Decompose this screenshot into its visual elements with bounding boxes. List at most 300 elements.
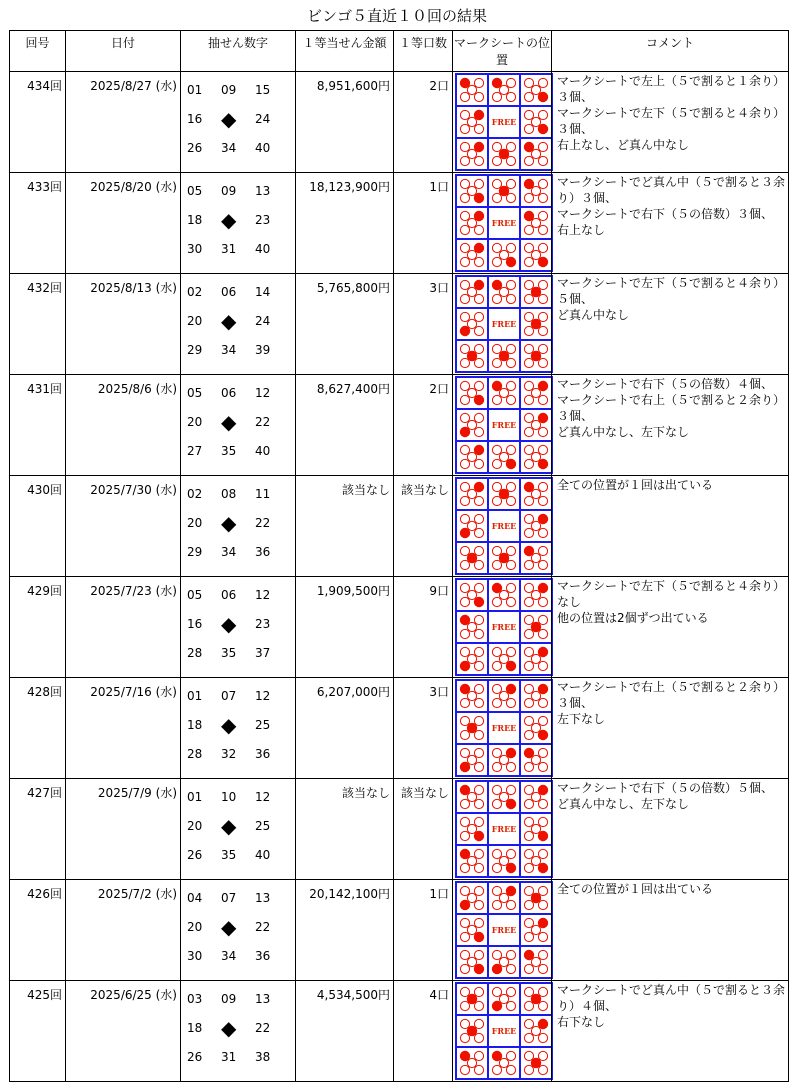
number-row <box>187 610 295 639</box>
numbers-cell <box>181 375 296 476</box>
empty-dot <box>474 124 483 133</box>
drawn-number: 02 <box>187 487 203 501</box>
empty-dot <box>538 629 547 638</box>
drawn-number: 05 <box>187 588 203 602</box>
empty-dot <box>538 156 547 165</box>
marksheet-dots <box>522 847 550 875</box>
comment-line: ど真ん中なし、左下なし <box>557 425 690 439</box>
winners-cell: 9口 <box>394 577 453 678</box>
marksheet-dots <box>522 209 550 237</box>
empty-dot <box>460 92 469 101</box>
marksheet-cell <box>521 782 551 812</box>
marksheet-cell <box>457 107 487 137</box>
drawn-number: 06 <box>221 386 237 400</box>
marksheet-cell <box>457 378 487 408</box>
empty-dot <box>474 560 483 569</box>
empty-dot <box>467 691 476 700</box>
round-cell: 426回 <box>10 880 66 981</box>
marksheet-cell <box>453 779 552 880</box>
marksheet-cell <box>457 1016 487 1046</box>
marksheet-dots <box>458 76 486 104</box>
number-row <box>187 682 295 711</box>
marksheet-dots <box>522 613 550 641</box>
drawn-number: 15 <box>255 83 271 97</box>
comment-cell <box>552 779 789 880</box>
empty-dot <box>524 1019 533 1028</box>
empty-dot <box>474 661 483 670</box>
marksheet-cell <box>521 75 551 105</box>
drawn-number: 09 <box>221 83 237 97</box>
empty-dot <box>524 1033 533 1042</box>
empty-dot <box>538 496 547 505</box>
marksheet-dots <box>458 177 486 205</box>
empty-dot <box>524 427 533 436</box>
marksheet-cell <box>453 72 552 173</box>
number-row <box>187 985 295 1014</box>
empty-dot <box>524 1051 533 1060</box>
free-cell: FREE <box>489 511 519 541</box>
numbers-cell <box>181 476 296 577</box>
empty-dot <box>474 748 483 757</box>
empty-dot <box>538 661 547 670</box>
drawn-number: 18 <box>187 718 203 732</box>
drawn-number: 34 <box>221 141 237 155</box>
free-cell: FREE <box>489 208 519 238</box>
empty-dot <box>506 395 515 404</box>
drawn-number: 40 <box>255 141 271 155</box>
free-cell: FREE <box>489 1016 519 1046</box>
empty-dot <box>492 762 501 771</box>
free-diamond-icon: ◆ <box>221 107 237 131</box>
empty-dot <box>531 824 540 833</box>
marksheet-cell <box>521 107 551 137</box>
marked-dot <box>492 1001 502 1011</box>
table-row <box>10 375 789 476</box>
empty-dot <box>506 597 515 606</box>
comment-line: 他の位置は2個ずつ出ている <box>557 611 709 625</box>
prize-cell: 4,534,500円 <box>296 981 394 1082</box>
empty-dot <box>506 142 515 151</box>
marksheet-grid <box>455 679 553 777</box>
empty-dot <box>492 684 501 693</box>
empty-dot <box>506 193 515 202</box>
empty-dot <box>467 388 476 397</box>
empty-dot <box>492 257 501 266</box>
marked-dot <box>506 799 516 809</box>
header-numbers: 抽せん数字 <box>181 31 296 72</box>
empty-dot <box>524 560 533 569</box>
empty-dot <box>474 863 483 872</box>
marksheet-grid <box>455 881 553 979</box>
prize-cell: 1,909,500円 <box>296 577 394 678</box>
empty-dot <box>467 957 476 966</box>
empty-dot <box>506 546 515 555</box>
marksheet-dots <box>458 310 486 338</box>
marksheet-dots <box>522 411 550 439</box>
comment-line: マークシートで右下（５の倍数）５個、 <box>557 781 774 795</box>
marked-dot <box>460 528 470 538</box>
empty-dot <box>460 445 469 454</box>
empty-dot <box>492 748 501 757</box>
marksheet-cell <box>489 782 519 812</box>
round-cell: 425回 <box>10 981 66 1082</box>
drawn-number: 30 <box>187 242 203 256</box>
marksheet-cell <box>489 580 519 610</box>
number-row <box>187 235 295 264</box>
empty-dot <box>474 413 483 422</box>
empty-dot <box>460 179 469 188</box>
empty-dot <box>538 312 547 321</box>
comment-line: マークシートでど真ん中（５で割ると３余り）３個、 <box>557 175 786 205</box>
empty-dot <box>492 294 501 303</box>
empty-dot <box>524 193 533 202</box>
comment-line: マークシートで左下（５で割ると４余り）３個、 <box>557 106 786 136</box>
marksheet-dots <box>490 645 518 673</box>
marksheet-dots <box>458 411 486 439</box>
empty-dot <box>460 496 469 505</box>
marksheet-cell <box>489 846 519 876</box>
free-cell: FREE <box>489 107 519 137</box>
empty-dot <box>499 452 508 461</box>
drawn-number: 29 <box>187 545 203 559</box>
empty-dot <box>460 381 469 390</box>
marksheet-dots <box>522 682 550 710</box>
marksheet-dots <box>490 948 518 976</box>
marksheet-cell <box>457 75 487 105</box>
empty-dot <box>474 294 483 303</box>
empty-dot <box>524 583 533 592</box>
free-cell: FREE <box>489 915 519 945</box>
marked-dot <box>492 964 502 974</box>
marksheet-dots <box>490 342 518 370</box>
marksheet-cell <box>457 277 487 307</box>
empty-dot <box>460 918 469 927</box>
header-winners: １等口数 <box>394 31 453 72</box>
table-row <box>10 274 789 375</box>
marked-dot <box>474 831 484 841</box>
number-row <box>187 206 295 235</box>
marked-dot <box>506 661 516 671</box>
marksheet-dots <box>458 108 486 136</box>
marksheet-dots <box>458 241 486 269</box>
marksheet-dots <box>490 884 518 912</box>
free-diamond-icon: ◆ <box>221 511 237 535</box>
drawn-number: 38 <box>255 1050 271 1064</box>
empty-dot <box>531 925 540 934</box>
marksheet-dots <box>490 241 518 269</box>
empty-dot <box>492 156 501 165</box>
drawn-number: 22 <box>255 415 271 429</box>
marksheet-cell <box>521 240 551 270</box>
marksheet-cell <box>489 442 519 472</box>
marksheet-cell <box>457 240 487 270</box>
empty-dot <box>506 583 515 592</box>
empty-dot <box>467 420 476 429</box>
free-cell: FREE <box>489 713 519 743</box>
empty-dot <box>531 149 540 158</box>
drawn-number: 25 <box>255 819 271 833</box>
marksheet-dots <box>522 379 550 407</box>
drawn-number: 35 <box>221 444 237 458</box>
comment-line: マークシートで左下（５で割ると４余り）５個、 <box>557 276 786 306</box>
empty-dot <box>506 482 515 491</box>
winners-cell: 3口 <box>394 678 453 779</box>
drawn-number: 01 <box>187 83 203 97</box>
empty-dot <box>467 85 476 94</box>
number-row <box>187 336 295 365</box>
empty-dot <box>460 1033 469 1042</box>
empty-dot <box>474 762 483 771</box>
empty-dot <box>499 85 508 94</box>
drawn-number: 27 <box>187 444 203 458</box>
number-row <box>187 812 295 841</box>
comment-cell <box>552 173 789 274</box>
empty-dot <box>492 560 501 569</box>
empty-dot <box>474 615 483 624</box>
marksheet-dots <box>490 278 518 306</box>
drawn-number: 12 <box>255 588 271 602</box>
empty-dot <box>492 863 501 872</box>
empty-dot <box>460 193 469 202</box>
marksheet-dots <box>490 76 518 104</box>
empty-dot <box>492 344 501 353</box>
empty-dot <box>467 521 476 530</box>
marksheet-dots <box>522 948 550 976</box>
marksheet-cell <box>521 1016 551 1046</box>
empty-dot <box>538 1065 547 1074</box>
table-row <box>10 72 789 173</box>
empty-dot <box>531 489 540 498</box>
empty-dot <box>524 358 533 367</box>
marksheet-cell <box>489 75 519 105</box>
marksheet-dots <box>458 1017 486 1045</box>
date-cell: 2025/7/23 (水) <box>66 577 181 678</box>
empty-dot <box>506 849 515 858</box>
empty-dot <box>524 900 533 909</box>
empty-dot <box>506 900 515 909</box>
marksheet-dots <box>458 480 486 508</box>
empty-dot <box>538 211 547 220</box>
empty-dot <box>460 886 469 895</box>
marksheet-cell <box>521 139 551 169</box>
number-row <box>187 480 295 509</box>
marksheet-cell <box>457 644 487 674</box>
marksheet-cell <box>453 577 552 678</box>
marksheet-cell <box>489 947 519 977</box>
marksheet-cell <box>521 442 551 472</box>
empty-dot <box>524 831 533 840</box>
comment-line: 全ての位置が１回は出ている <box>557 478 714 492</box>
empty-dot <box>506 344 515 353</box>
empty-dot <box>531 654 540 663</box>
empty-dot <box>492 886 501 895</box>
empty-dot <box>506 358 515 367</box>
marksheet-cell <box>489 644 519 674</box>
number-row <box>187 740 295 769</box>
comment-line: マークシートで右下（５の倍数）３個、 <box>557 207 774 221</box>
marksheet-cell <box>521 915 551 945</box>
marksheet-dots <box>458 613 486 641</box>
empty-dot <box>524 496 533 505</box>
marksheet-dots <box>522 512 550 540</box>
drawn-number: 06 <box>221 285 237 299</box>
empty-dot <box>531 957 540 966</box>
marksheet-dots <box>458 985 486 1013</box>
marked-dot <box>538 863 548 873</box>
marksheet-dots <box>522 714 550 742</box>
empty-dot <box>538 546 547 555</box>
empty-dot <box>524 514 533 523</box>
empty-dot <box>460 344 469 353</box>
marksheet-cell <box>457 139 487 169</box>
empty-dot <box>506 647 515 656</box>
marked-dot <box>538 257 548 267</box>
empty-dot <box>474 179 483 188</box>
prize-cell: 8,627,400円 <box>296 375 394 476</box>
empty-dot <box>531 691 540 700</box>
drawn-number: 28 <box>187 646 203 660</box>
empty-dot <box>492 987 501 996</box>
empty-dot <box>467 186 476 195</box>
empty-dot <box>474 78 483 87</box>
drawn-number: 29 <box>187 343 203 357</box>
empty-dot <box>460 560 469 569</box>
empty-dot <box>460 156 469 165</box>
numbers-cell <box>181 678 296 779</box>
empty-dot <box>460 583 469 592</box>
number-row <box>187 509 295 538</box>
empty-dot <box>474 817 483 826</box>
drawn-number: 09 <box>221 992 237 1006</box>
drawn-number: 24 <box>255 112 271 126</box>
table-row <box>10 678 789 779</box>
marksheet-cell <box>489 984 519 1014</box>
empty-dot <box>474 716 483 725</box>
empty-dot <box>524 459 533 468</box>
empty-dot <box>460 964 469 973</box>
marksheet-cell <box>457 612 487 642</box>
marked-dot <box>506 863 516 873</box>
date-cell: 2025/8/13 (水) <box>66 274 181 375</box>
empty-dot <box>506 1065 515 1074</box>
empty-dot <box>506 987 515 996</box>
marksheet-cell <box>489 378 519 408</box>
marksheet-dots <box>458 581 486 609</box>
marksheet-dots <box>458 847 486 875</box>
marksheet-dots <box>458 916 486 944</box>
empty-dot <box>538 560 547 569</box>
marksheet-cell <box>489 745 519 775</box>
empty-dot <box>538 748 547 757</box>
empty-dot <box>538 1001 547 1010</box>
drawn-number: 18 <box>187 1021 203 1035</box>
drawn-number: 31 <box>221 1050 237 1064</box>
empty-dot <box>524 964 533 973</box>
marksheet-dots <box>522 746 550 774</box>
drawn-number: 36 <box>255 747 271 761</box>
empty-dot <box>474 326 483 335</box>
empty-dot <box>499 287 508 296</box>
marksheet-cell <box>521 1048 551 1078</box>
empty-dot <box>506 560 515 569</box>
empty-dot <box>538 849 547 858</box>
table-row <box>10 880 789 981</box>
marked-dot <box>460 900 470 910</box>
free-diamond-icon: ◆ <box>221 713 237 737</box>
drawn-number: 36 <box>255 545 271 559</box>
marked-dot <box>538 730 548 740</box>
empty-dot <box>474 629 483 638</box>
empty-dot <box>467 287 476 296</box>
empty-dot <box>460 987 469 996</box>
empty-dot <box>524 863 533 872</box>
empty-dot <box>492 546 501 555</box>
marksheet-cell <box>521 984 551 1014</box>
drawn-number: 25 <box>255 718 271 732</box>
empty-dot <box>531 452 540 461</box>
comment-line: ど真ん中なし、左下なし <box>557 797 690 811</box>
drawn-number: 07 <box>221 689 237 703</box>
marksheet-cell <box>521 511 551 541</box>
empty-dot <box>474 886 483 895</box>
empty-dot <box>460 294 469 303</box>
marksheet-cell <box>457 713 487 743</box>
number-row <box>187 379 295 408</box>
empty-dot <box>531 553 540 562</box>
numbers-cell <box>181 981 296 1082</box>
empty-dot <box>474 92 483 101</box>
marked-dot <box>460 661 470 671</box>
empty-dot <box>538 950 547 959</box>
comment-cell <box>552 678 789 779</box>
empty-dot <box>538 1033 547 1042</box>
drawn-number: 36 <box>255 949 271 963</box>
comment-cell <box>552 476 789 577</box>
number-row <box>187 639 295 668</box>
empty-dot <box>460 413 469 422</box>
number-row <box>187 307 295 336</box>
drawn-number: 12 <box>255 790 271 804</box>
empty-dot <box>538 597 547 606</box>
number-row <box>187 783 295 812</box>
empty-dot <box>506 294 515 303</box>
marksheet-dots <box>490 847 518 875</box>
winners-cell: 1口 <box>394 880 453 981</box>
marksheet-cell <box>457 208 487 238</box>
empty-dot <box>538 528 547 537</box>
empty-dot <box>460 312 469 321</box>
empty-dot <box>467 250 476 259</box>
empty-dot <box>538 817 547 826</box>
marksheet-cell <box>521 176 551 206</box>
number-row <box>187 913 295 942</box>
empty-dot <box>492 849 501 858</box>
date-cell: 2025/8/6 (水) <box>66 375 181 476</box>
marksheet-cell <box>521 378 551 408</box>
marksheet-dots <box>490 379 518 407</box>
drawn-number: 10 <box>221 790 237 804</box>
free-cell: FREE <box>489 612 519 642</box>
marksheet-dots <box>490 1049 518 1077</box>
drawn-number: 18 <box>187 213 203 227</box>
empty-dot <box>492 358 501 367</box>
comment-line: 全ての位置が１回は出ている <box>557 882 714 896</box>
empty-dot <box>499 250 508 259</box>
empty-dot <box>538 110 547 119</box>
marksheet-cell <box>521 208 551 238</box>
free-cell: FREE <box>489 309 519 339</box>
empty-dot <box>506 698 515 707</box>
